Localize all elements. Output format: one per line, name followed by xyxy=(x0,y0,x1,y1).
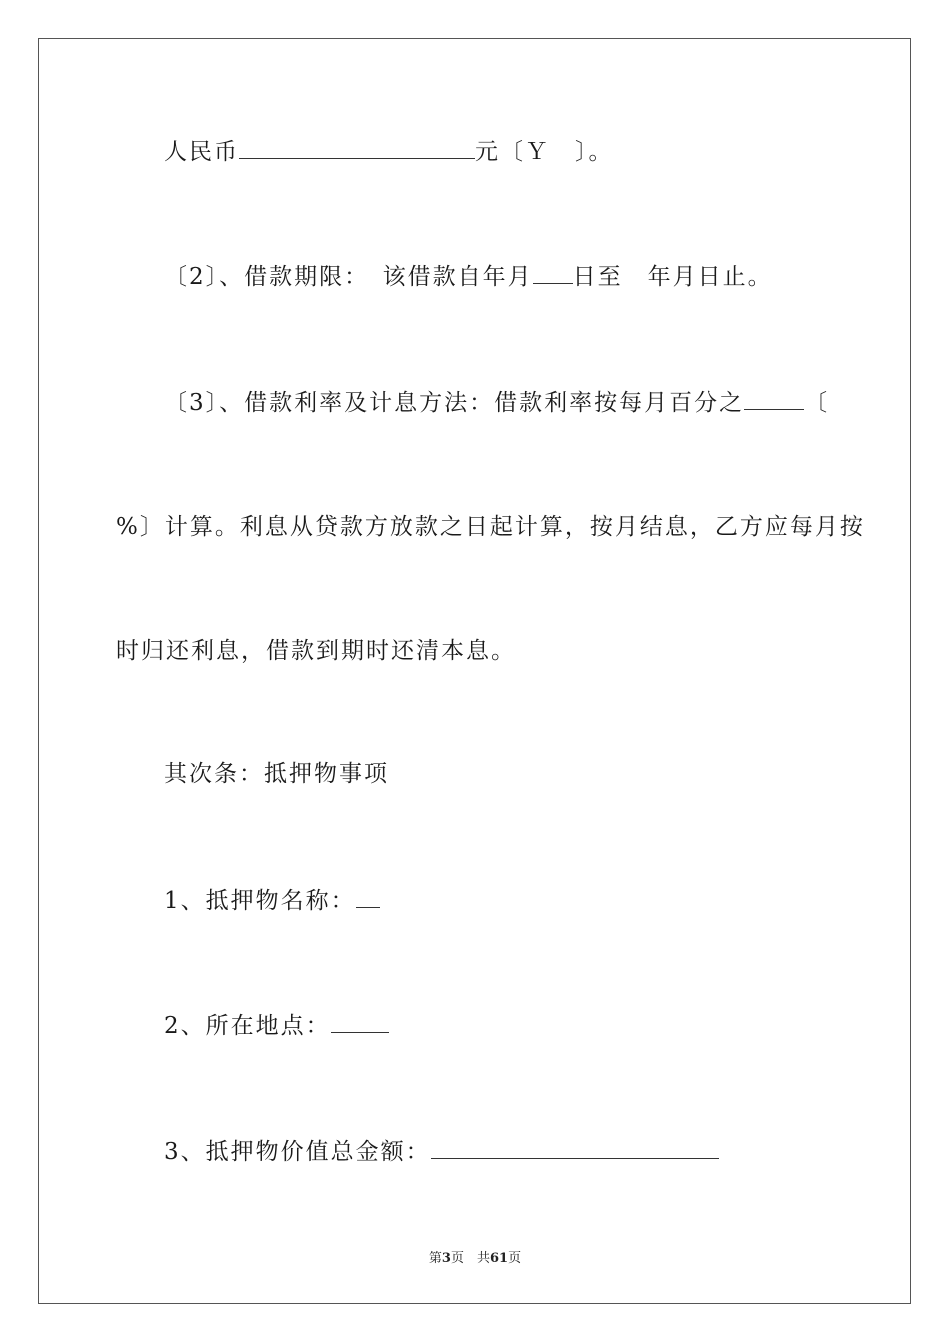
collateral-name-blank[interactable] xyxy=(356,885,380,908)
collateral-value-blank[interactable] xyxy=(431,1136,719,1159)
interest-rate-suffix: 〔 xyxy=(804,390,830,416)
loan-term-suffix: 日至 年月日止。 xyxy=(572,264,773,290)
interest-rate-blank[interactable] xyxy=(744,387,804,410)
loan-term-day-blank[interactable] xyxy=(533,261,573,284)
footer-label-post: 页 xyxy=(508,1251,522,1266)
page-border xyxy=(38,38,911,1304)
footer-label-pre: 第 xyxy=(428,1251,442,1266)
section-heading-text: 其次条：抵押物事项 xyxy=(164,761,389,787)
interest-rate-label: 〔3〕、借款利率及计息方法：借款利率按每月百分之 xyxy=(164,390,745,416)
page-footer xyxy=(0,1247,950,1266)
collateral-value-line xyxy=(164,1136,719,1167)
loan-term-line xyxy=(164,261,773,292)
loan-amount-blank[interactable] xyxy=(239,136,475,159)
footer-total-pages: 61 xyxy=(489,1251,509,1266)
collateral-name-label: 1、抵押物名称： xyxy=(164,888,356,914)
loan-term-label: 〔2〕、借款期限： 该借款自年月 xyxy=(164,264,533,290)
collateral-name-line xyxy=(164,885,380,916)
interest-rate-line xyxy=(164,387,829,418)
loan-amount-line xyxy=(164,136,614,167)
footer-current-page: 3 xyxy=(441,1251,451,1266)
footer-label-mid: 页 共 xyxy=(450,1251,490,1266)
collateral-location-blank[interactable] xyxy=(331,1010,389,1033)
interest-calc-line xyxy=(116,512,865,542)
collateral-location-line xyxy=(164,1010,389,1041)
loan-amount-label: 人民币 xyxy=(164,139,239,165)
section-heading xyxy=(164,759,389,789)
collateral-location-label: 2、所在地点： xyxy=(164,1013,331,1039)
repayment-line xyxy=(116,636,516,666)
collateral-value-label: 3、抵押物价值总金额： xyxy=(164,1139,431,1165)
interest-calc-text: %〕计算。利息从贷款方放款之日起计算，按月结息，乙方应每月按 xyxy=(116,514,865,540)
loan-amount-suffix: 元〔Ｙ 〕。 xyxy=(475,139,614,165)
repayment-text: 时归还利息，借款到期时还清本息。 xyxy=(116,638,516,664)
